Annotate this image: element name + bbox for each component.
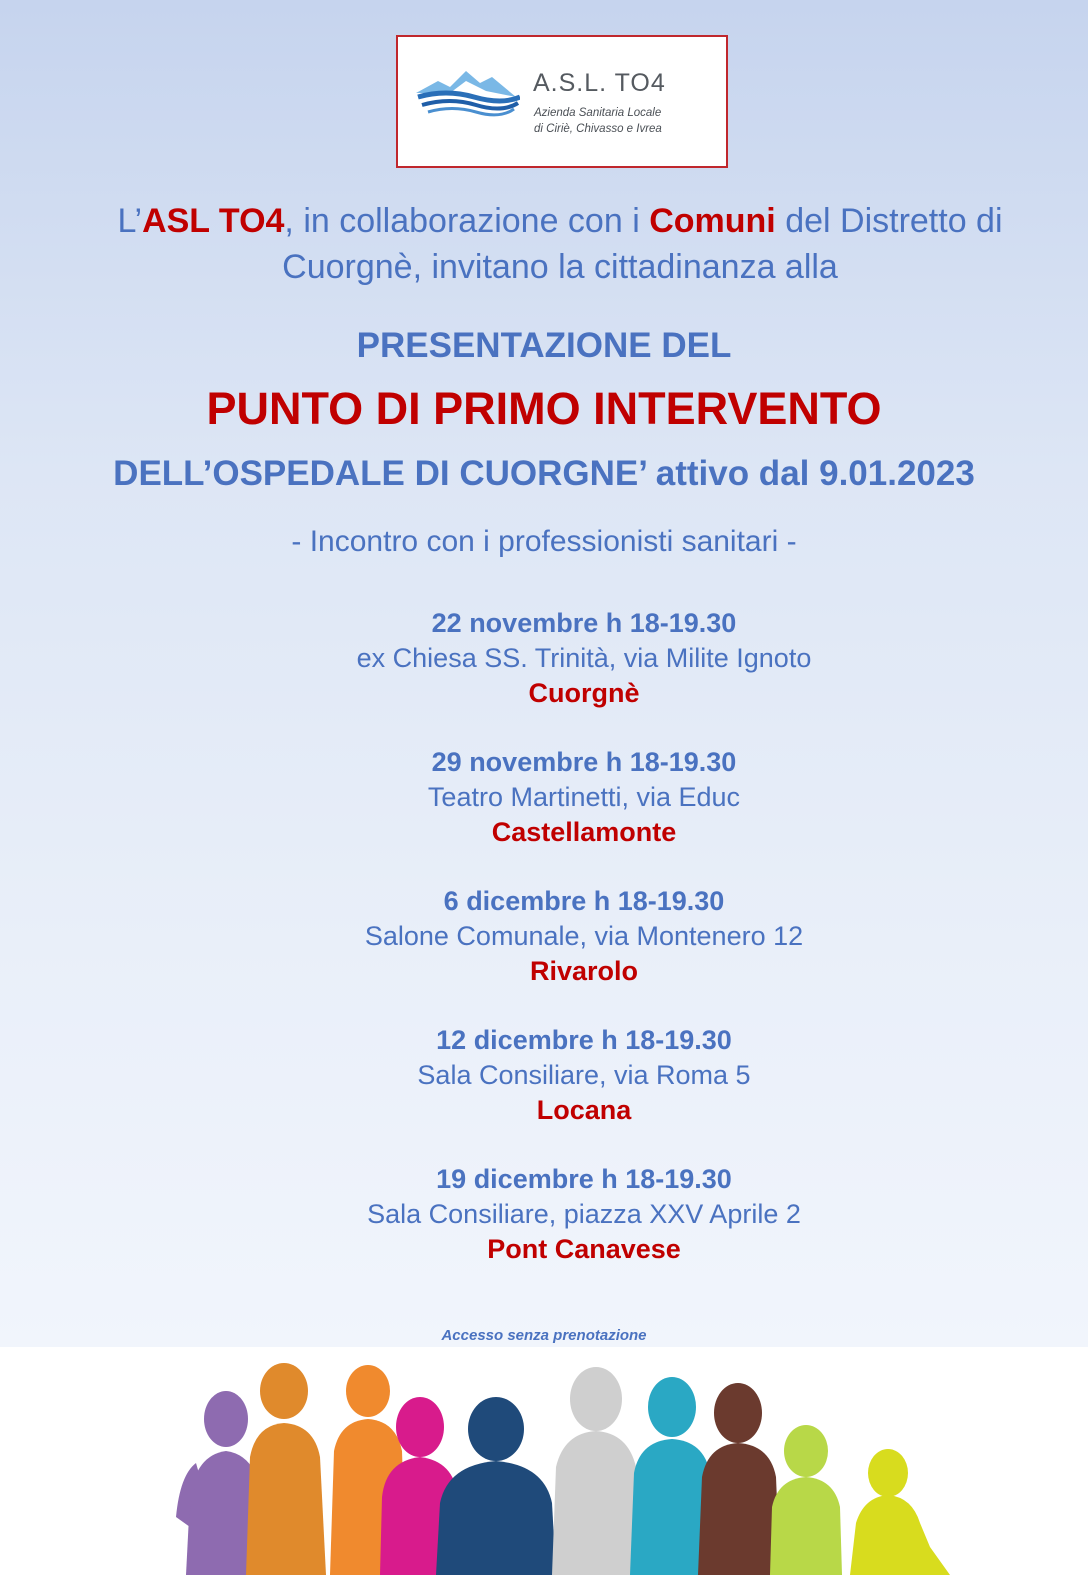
event-item: [0, 745, 1088, 884]
event-item: [0, 884, 1088, 1023]
event-item: [0, 606, 1088, 745]
event-city: Castellamonte: [491, 817, 677, 847]
event-date: 29 novembre h 18-19.30: [431, 747, 737, 777]
event-list: [0, 606, 1088, 1301]
event-city: Rivarolo: [529, 956, 639, 986]
people-silhouettes-illustration: [0, 1347, 1088, 1575]
intro-part3: del Distretto di Cuorgnè, invitano la cittadinanza alla: [282, 202, 1003, 286]
logo-subtitle: [534, 105, 662, 137]
event-city: Cuorgnè: [528, 678, 640, 708]
event-city: Locana: [536, 1095, 632, 1125]
intro-asl: ASL TO4: [142, 202, 285, 240]
subtitle: - Incontro con i professionisti sanitari -: [291, 525, 797, 558]
heading-ospedale: DELL’OSPEDALE DI CUORGNE’ attivo dal 9.01.2023: [113, 454, 975, 493]
logo-subtitle-line2: di Ciriè, Chivasso e Ivrea: [534, 123, 662, 135]
intro-text: [60, 198, 1060, 290]
silhouette-light-green: [770, 1425, 842, 1575]
event-place: Salone Comunale, via Montenero 12: [364, 921, 804, 951]
event-date: 22 novembre h 18-19.30: [431, 608, 737, 638]
logo-subtitle-line1: Azienda Sanitaria Locale: [534, 107, 662, 119]
logo-title: A.S.L. TO4: [533, 69, 666, 97]
event-date: 12 dicembre h 18-19.30: [436, 1025, 732, 1055]
silhouette-grey: [552, 1367, 640, 1575]
heading-punto-primo-intervento: PUNTO DI PRIMO INTERVENTO: [206, 383, 882, 434]
event-date: 19 dicembre h 18-19.30: [436, 1164, 732, 1194]
silhouette-brown: [698, 1383, 780, 1575]
silhouette-yellow-green: [850, 1449, 950, 1575]
silhouette-navy: [436, 1397, 556, 1575]
silhouette-orange: [246, 1363, 326, 1575]
event-place: ex Chiesa SS. Trinità, via Milite Ignoto: [356, 643, 812, 673]
mountains-waves-icon: [416, 67, 520, 119]
event-place: Sala Consiliare, via Roma 5: [417, 1060, 751, 1090]
event-item: [0, 1162, 1088, 1301]
intro-part2: , in collaborazione con i: [284, 202, 650, 240]
event-city: Pont Canavese: [487, 1234, 681, 1264]
intro-part1: L’: [117, 202, 143, 240]
access-note: Accesso senza prenotazione: [441, 1327, 647, 1344]
intro-comuni: Comuni: [649, 202, 776, 240]
event-place: Teatro Martinetti, via Educ: [427, 782, 741, 812]
event-item: [0, 1023, 1088, 1162]
event-place: Sala Consiliare, piazza XXV Aprile 2: [367, 1199, 801, 1229]
asl-logo: [396, 35, 728, 168]
heading-presentazione: PRESENTAZIONE DEL: [356, 326, 732, 365]
event-date: 6 dicembre h 18-19.30: [443, 886, 725, 916]
